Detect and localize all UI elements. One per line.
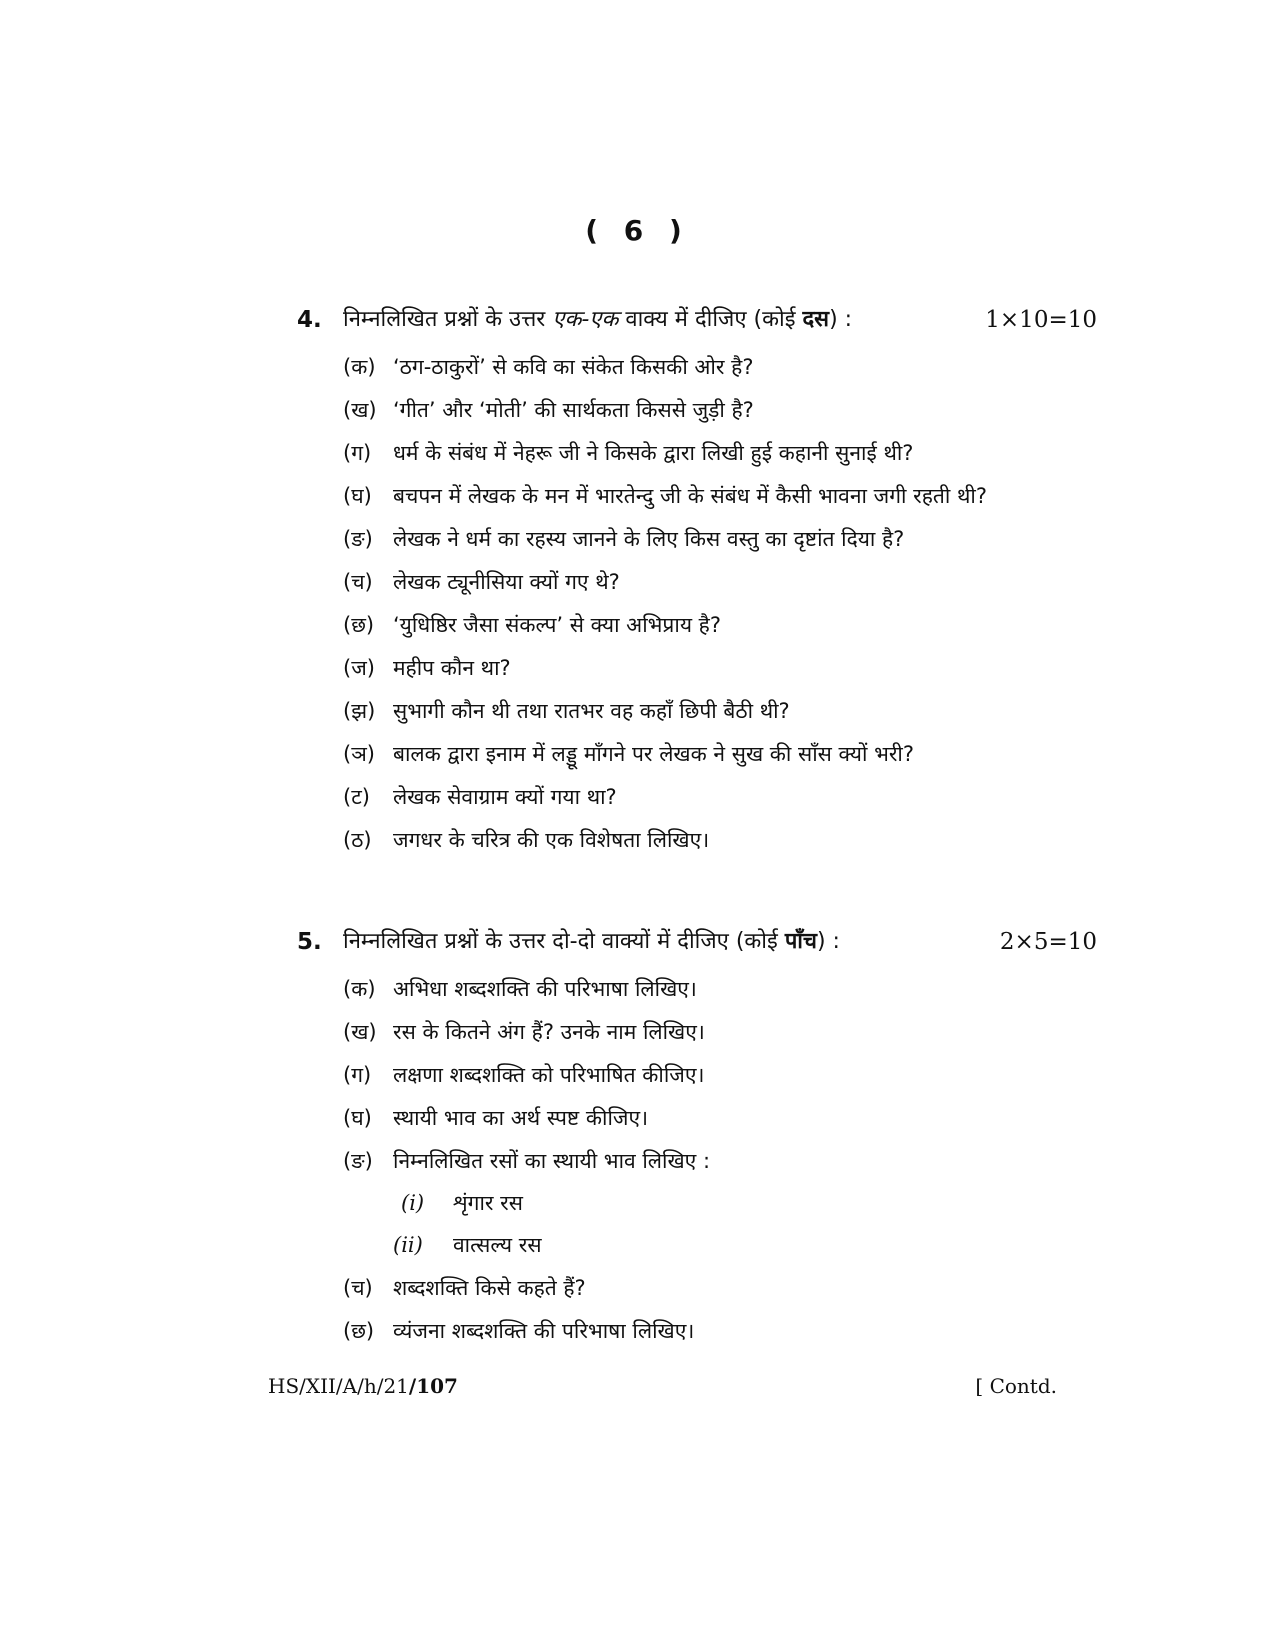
question-item <box>297 695 1003 727</box>
item-label: (क) <box>343 977 376 1001</box>
instruction-part: निम्नलिखित प्रश्नों के उत्तर दो-दो वाक्यों में दीजिए (कोई <box>343 929 785 954</box>
sub-item-label: (i) <box>401 1191 425 1215</box>
instruction-part: ) : <box>816 929 840 954</box>
question-5 <box>297 922 1097 1347</box>
item-label: (ट) <box>343 785 370 809</box>
question-4-header <box>297 300 1097 340</box>
question-item <box>297 652 1003 684</box>
item-text: ‘ठग-ठाकुरों’ से कवि का संकेत किसकी ओर है? <box>393 355 754 379</box>
item-label: (च) <box>343 570 373 594</box>
item-text: ‘गीत’ और ‘मोती’ की सार्थकता किससे जुड़ी है? <box>393 398 754 422</box>
question-item <box>297 480 1003 512</box>
item-label: (छ) <box>343 613 375 637</box>
instruction-bold: पाँच <box>784 929 817 954</box>
question-4 <box>297 300 1097 856</box>
item-text: लेखक ने धर्म का रहस्य जानने के लिए किस वस्तु का दृष्टांत दिया है? <box>393 527 905 551</box>
question-item <box>297 1059 1003 1091</box>
question-instruction <box>343 300 852 340</box>
item-label: (ख) <box>343 398 377 422</box>
item-text: व्यंजना शब्दशक्ति की परिभाषा लिखिए। <box>393 1319 695 1343</box>
sub-item-text: वात्सल्य रस <box>453 1233 542 1257</box>
item-label: (ग) <box>343 1063 372 1087</box>
sub-item-text: शृंगार रस <box>453 1191 523 1215</box>
item-label: (ङ) <box>343 1149 373 1173</box>
paper-code-prefix: HS/XII/A/h/21 <box>268 1374 409 1398</box>
item-text: रस के कितने अंग हैं? उनके नाम लिखिए। <box>393 1020 705 1044</box>
instruction-part: ) : <box>829 307 853 332</box>
question-item <box>297 523 1003 555</box>
sub-item <box>393 1229 1003 1261</box>
item-label: (ख) <box>343 1020 377 1044</box>
question-5-header <box>297 922 1097 962</box>
item-text: जगधर के चरित्र की एक विशेषता लिखिए। <box>393 828 710 852</box>
item-text: ‘युधिष्ठिर जैसा संकल्प’ से क्या अभिप्राय है? <box>393 613 721 637</box>
question-item <box>297 1102 1003 1134</box>
instruction-italic: एक-एक <box>552 307 619 332</box>
item-label: (झ) <box>343 699 376 723</box>
item-text: महीप कौन था? <box>393 656 511 680</box>
question-4-items <box>297 351 1097 856</box>
question-item <box>297 1016 1003 1048</box>
item-text: लेखक ट्यूनीसिया क्यों गए थे? <box>393 570 620 594</box>
question-marks: 1×10=10 <box>985 307 1097 333</box>
item-label: (ञ) <box>343 742 375 766</box>
item-text: लक्षणा शब्दशक्ति को परिभाषित कीजिए। <box>393 1063 705 1087</box>
item-text: बचपन में लेखक के मन में भारतेन्दु जी के संबंध में कैसी भावना जगी रहती थी? <box>393 484 987 508</box>
paper-code <box>268 1374 458 1398</box>
item-text: लेखक सेवाग्राम क्यों गया था? <box>393 785 617 809</box>
question-number: 4. <box>297 307 322 333</box>
question-item <box>297 824 1003 856</box>
question-item <box>297 566 1003 598</box>
item-label: (छ) <box>343 1319 375 1343</box>
question-instruction <box>343 922 840 962</box>
item-label: (ग) <box>343 441 372 465</box>
question-item <box>297 351 1003 383</box>
question-5-items <box>297 973 1097 1347</box>
question-item <box>297 394 1003 426</box>
item-text: धर्म के संबंध में नेहरू जी ने किसके द्वारा लिखी हुई कहानी सुनाई थी? <box>393 441 914 465</box>
item-label: (ठ) <box>343 828 372 852</box>
question-item <box>297 609 1003 641</box>
item-label: (ङ) <box>343 527 373 551</box>
sub-item <box>393 1187 1003 1219</box>
question-item <box>297 437 1003 469</box>
question-item <box>297 973 1003 1005</box>
question-item <box>297 1315 1003 1347</box>
question-number: 5. <box>297 929 322 955</box>
instruction-part: वाक्य में दीजिए (कोई <box>618 307 803 332</box>
continued-label: [ Contd. <box>975 1374 1057 1398</box>
item-label: (च) <box>343 1276 373 1300</box>
question-marks: 2×5=10 <box>999 929 1097 955</box>
item-label: (घ) <box>343 484 372 508</box>
item-label: (क) <box>343 355 376 379</box>
item-text: अभिधा शब्दशक्ति की परिभाषा लिखिए। <box>393 977 697 1001</box>
item-text: स्थायी भाव का अर्थ स्पष्ट कीजिए। <box>393 1106 649 1130</box>
page-number: ( 6 ) <box>585 214 690 247</box>
question-item <box>297 1145 1003 1261</box>
instruction-bold: दस <box>802 307 830 332</box>
item-label: (घ) <box>343 1106 372 1130</box>
paper-code-number: /107 <box>408 1374 458 1398</box>
instruction-part: निम्नलिखित प्रश्नों के उत्तर <box>343 307 553 332</box>
question-item <box>297 781 1003 813</box>
item-text: बालक द्वारा इनाम में लड्डू माँगने पर लेखक ने सुख की साँस क्यों भरी? <box>393 742 915 766</box>
item-text: शब्दशक्ति किसे कहते हैं? <box>393 1276 586 1300</box>
item-text: सुभागी कौन थी तथा रातभर वह कहाँ छिपी बैठी थी? <box>393 699 790 723</box>
sub-item-label: (ii) <box>393 1233 423 1257</box>
question-item <box>297 738 1003 770</box>
item-label: (ज) <box>343 656 375 680</box>
question-item <box>297 1272 1003 1304</box>
item-text: निम्नलिखित रसों का स्थायी भाव लिखिए : <box>393 1149 711 1173</box>
